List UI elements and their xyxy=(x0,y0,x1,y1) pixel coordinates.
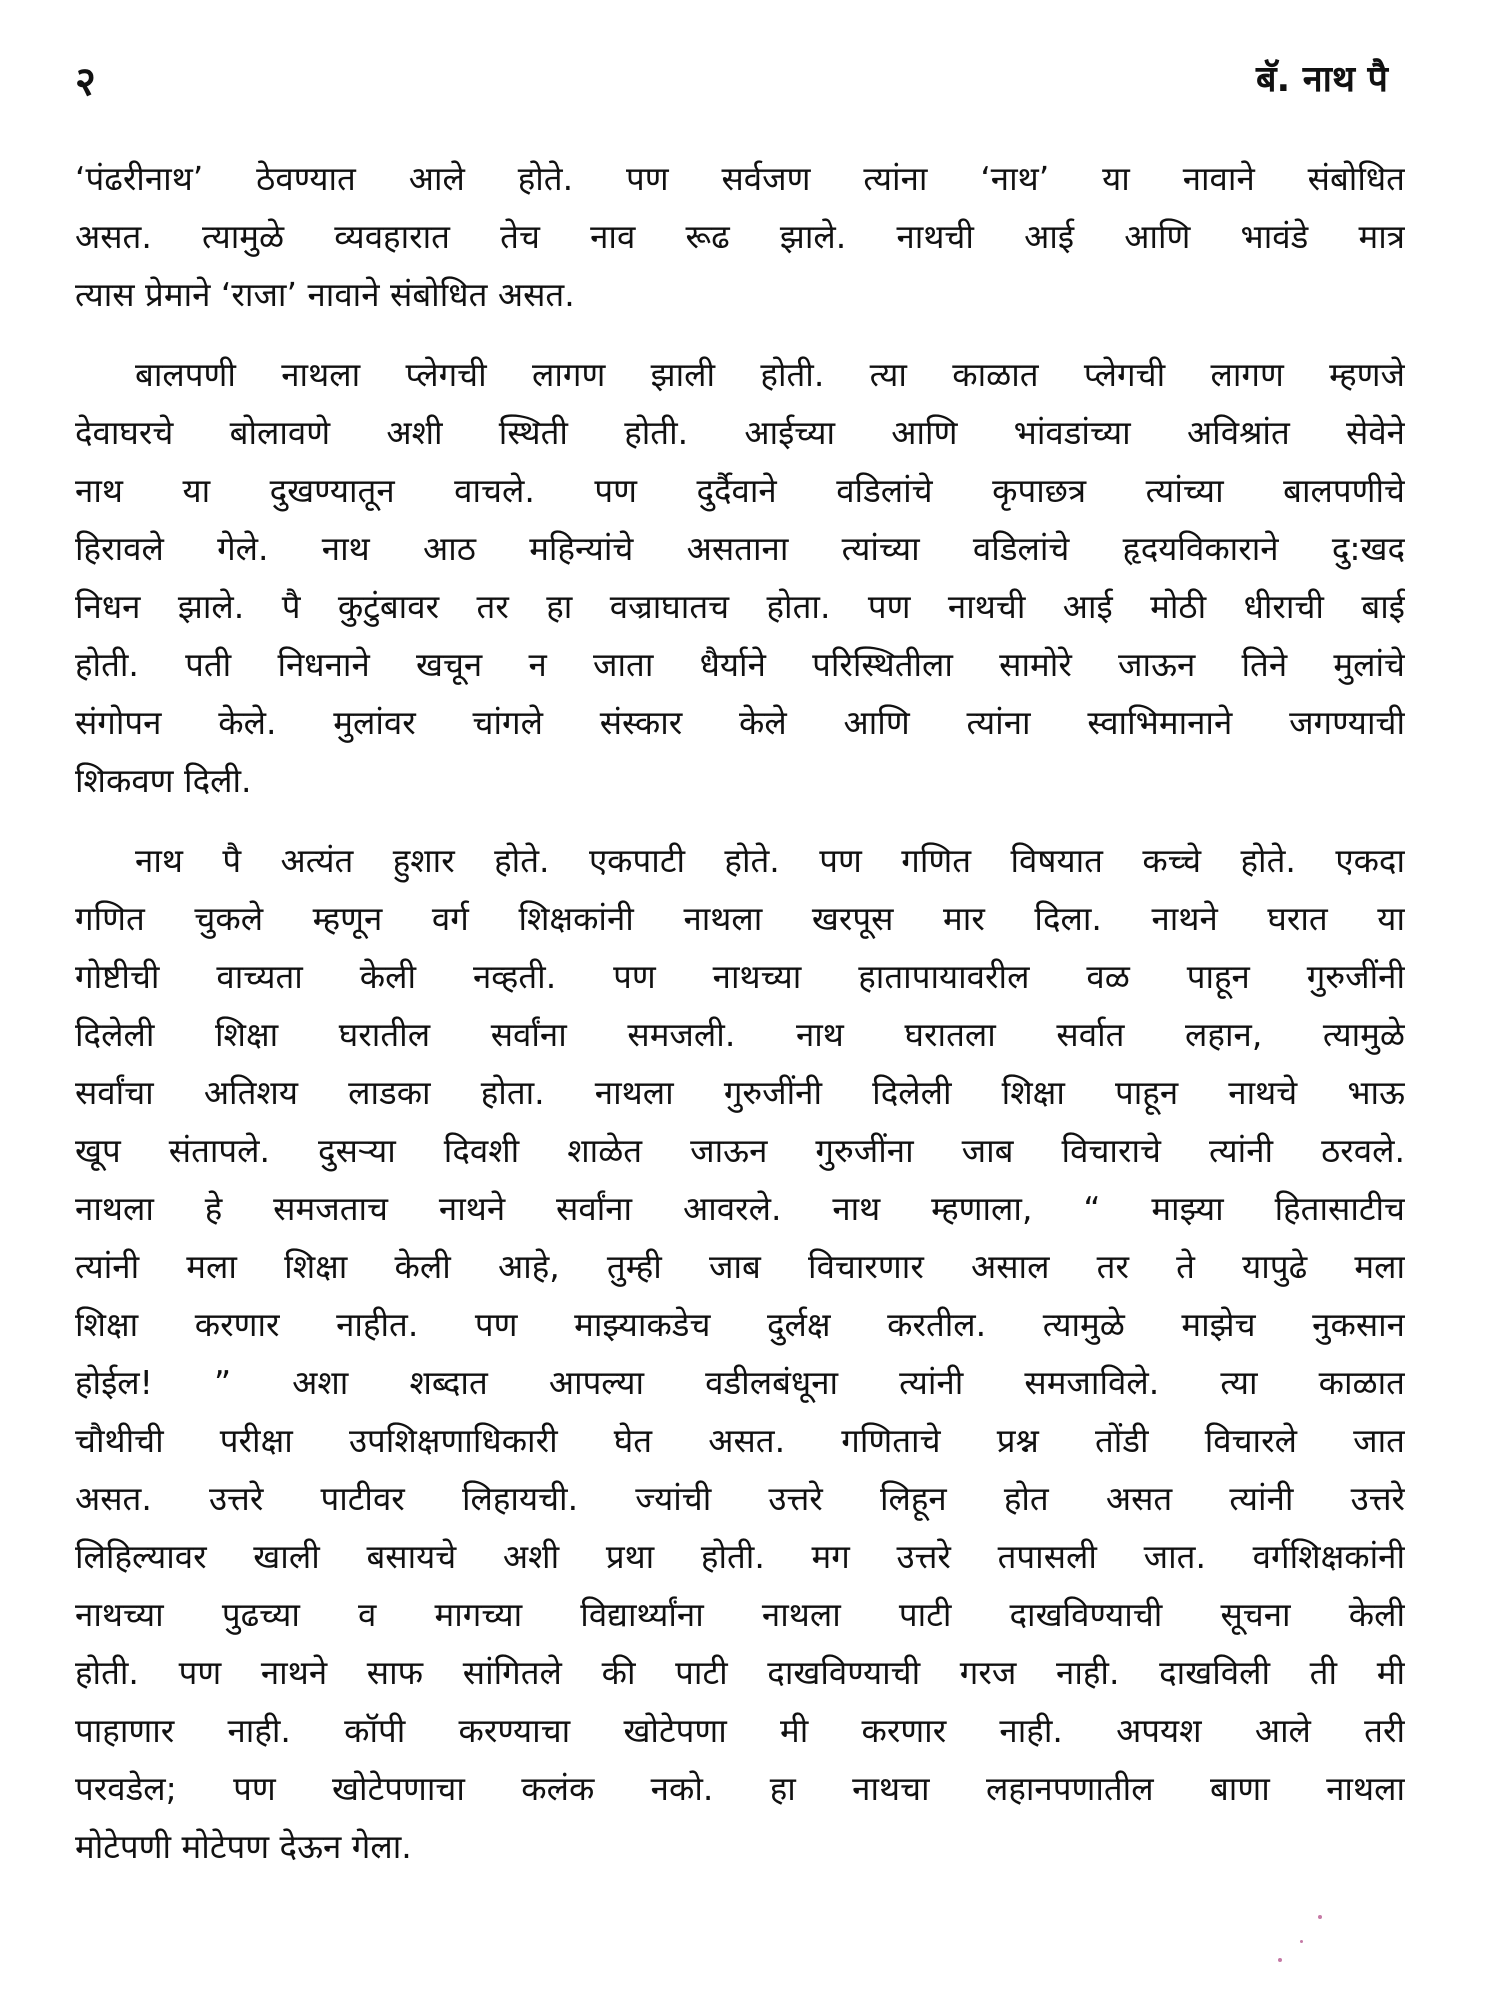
text-line: संगोपन केले. मुलांवर चांगले संस्कार केले आणि त्यांना स्वाभिमानाने जगण्याची xyxy=(75,703,1405,742)
text-line: असत. उत्तरे पाटीवर लिहायची. ज्यांची उत्तरे लिहून होत असत त्यांनी उत्तरे xyxy=(75,1479,1405,1518)
text-line: चौथीची परीक्षा उपशिक्षणाधिकारी घेत असत. गणिताचे प्रश्न तोंडी विचारले जात xyxy=(75,1421,1405,1460)
text-line: नाथ या दुखण्यातून वाचले. पण दुर्दैवाने वडिलांचे कृपाछत्र त्यांच्या बालपणीचे xyxy=(75,471,1405,510)
text-line: नाथला हे समजताच नाथने सर्वांना आवरले. नाथ म्हणाला, “ माझ्या हितासाटीच xyxy=(75,1189,1405,1228)
text-line: सर्वांचा अतिशय लाडका होता. नाथला गुरुजींनी दिलेली शिक्षा पाहून नाथचे भाऊ xyxy=(75,1073,1405,1112)
text-line: होती. पती निधनाने खचून न जाता धैर्याने परिस्थितीला सामोरे जाऊन तिने मुलांचे xyxy=(75,645,1405,684)
text-line: शिकवण दिली. xyxy=(75,761,252,800)
body-text xyxy=(75,150,1405,1898)
text-line: शिक्षा करणार नाहीत. पण माझ्याकडेच दुर्लक्ष करतील. त्यामुळे माझेच नुकसान xyxy=(75,1305,1405,1344)
paragraph-3 xyxy=(75,832,1405,1876)
text-line: नाथ पै अत्यंत हुशार होते. एकपाटी होते. पण गणित विषयात कच्चे होते. एकदा xyxy=(135,841,1405,880)
text-line: हिरावले गेले. नाथ आठ महिन्यांचे असताना त्यांच्या वडिलांचे हृदयविकाराने दु:खद xyxy=(75,529,1405,568)
ink-speck xyxy=(1318,1915,1322,1919)
page-number: २ xyxy=(75,59,96,105)
text-line: निधन झाले. पै कुटुंबावर तर हा वज्राघातच होता. पण नाथची आई मोठी धीराची बाई xyxy=(75,587,1405,626)
text-line: पाहाणार नाही. कॉपी करण्याचा खोटेपणा मी करणार नाही. अपयश आले तरी xyxy=(75,1711,1405,1750)
text-line: असत. त्यामुळे व्यवहारात तेच नाव रूढ झाले. नाथची आई आणि भावंडे मात्र xyxy=(75,217,1405,256)
text-line: नाथच्या पुढच्या व मागच्या विद्यार्थ्यांना नाथला पाटी दाखविण्याची सूचना केली xyxy=(75,1595,1405,1634)
text-line: गणित चुकले म्हणून वर्ग शिक्षकांनी नाथला खरपूस मार दिला. नाथने घरात या xyxy=(75,899,1405,938)
text-line: ‘पंढरीनाथ’ ठेवण्यात आले होते. पण सर्वजण त्यांना ‘नाथ’ या नावाने संबोधित xyxy=(75,159,1405,198)
text-line: होती. पण नाथने साफ सांगितले की पाटी दाखविण्याची गरज नाही. दाखविली ती मी xyxy=(75,1653,1405,1692)
running-head: बॅ. नाथ पै xyxy=(1255,59,1388,100)
ink-speck xyxy=(1278,1958,1282,1962)
text-line: होईल! ” अशा शब्दात आपल्या वडीलबंधूना त्यांनी समजाविले. त्या काळात xyxy=(75,1363,1405,1402)
text-line: मोटेपणी मोटेपण देऊन गेला. xyxy=(75,1827,412,1866)
text-line: परवडेल; पण खोटेपणाचा कलंक नको. हा नाथचा लहानपणातील बाणा नाथला xyxy=(75,1769,1405,1808)
text-line: गोष्टीची वाच्यता केली नव्हती. पण नाथच्या हातापायावरील वळ पाहून गुरुजींनी xyxy=(75,957,1405,996)
text-line: लिहिल्यावर खाली बसायचे अशी प्रथा होती. मग उत्तरे तपासली जात. वर्गशिक्षकांनी xyxy=(75,1537,1405,1576)
text-line: दिलेली शिक्षा घरातील सर्वांना समजली. नाथ घरातला सर्वात लहान, त्यामुळे xyxy=(75,1015,1405,1054)
text-line: बालपणी नाथला प्लेगची लागण झाली होती. त्या काळात प्लेगची लागण म्हणजे xyxy=(135,355,1405,394)
text-line: देवाघरचे बोलावणे अशी स्थिती होती. आईच्या आणि भांवडांच्या अविश्रांत सेवेने xyxy=(75,413,1405,452)
paragraph-2 xyxy=(75,346,1405,810)
text-line: त्यास प्रेमाने ‘राजा’ नावाने संबोधित असत. xyxy=(75,275,575,314)
text-line: त्यांनी मला शिक्षा केली आहे, तुम्ही जाब विचारणार असाल तर ते यापुढे मला xyxy=(75,1247,1405,1286)
text-line: खूप संतापले. दुसऱ्या दिवशी शाळेत जाऊन गुरुजींना जाब विचाराचे त्यांनी ठरवले. xyxy=(75,1131,1405,1170)
ink-speck xyxy=(1300,1940,1303,1943)
paragraph-1 xyxy=(75,150,1405,324)
